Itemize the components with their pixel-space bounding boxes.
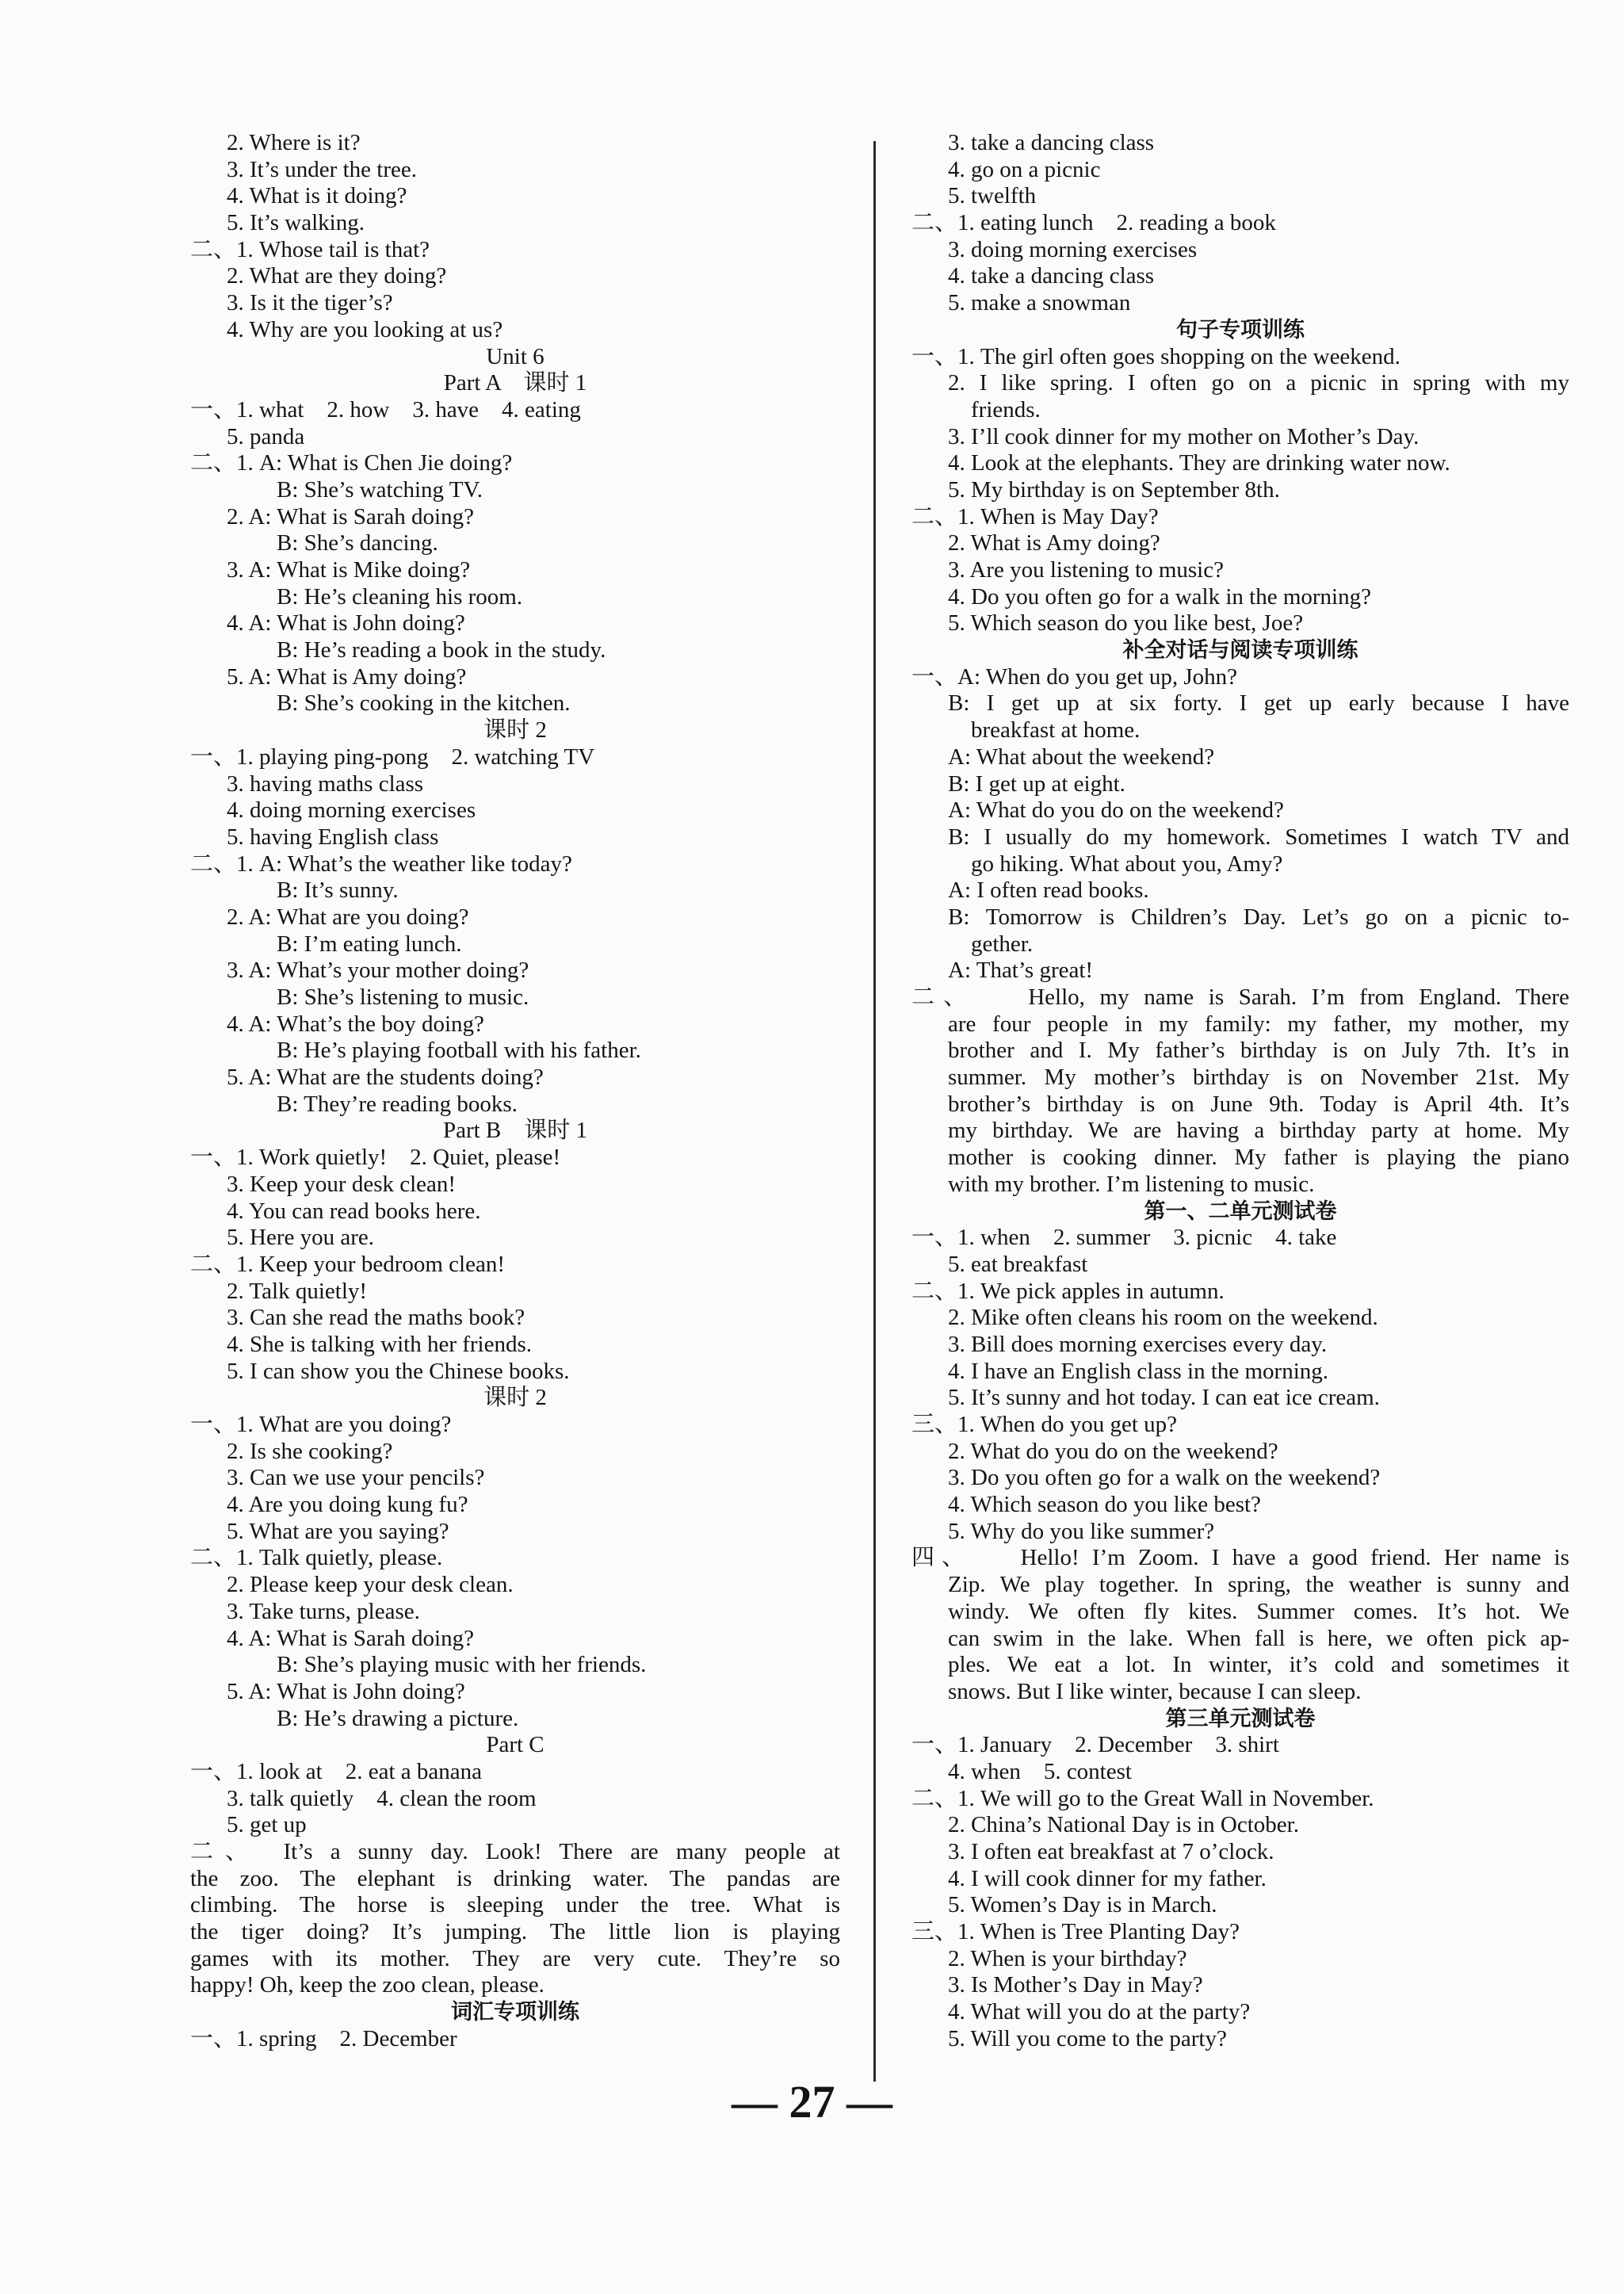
answer-line: 一、1. playing ping-pong 2. watching TV [190, 744, 595, 770]
answer-line: 4. Which season do you like best? [948, 1492, 1261, 1518]
answer-line: ples. We eat a lot. In winter, it’s cold and sometimes it [948, 1652, 1569, 1678]
answer-line: A: What about the weekend? [948, 744, 1215, 770]
answer-line: happy! Oh, keep the zoo clean, please. [190, 1972, 545, 1998]
answer-line: 3. I’ll cook dinner for my mother on Mother’s Day. [948, 423, 1420, 449]
answer-line: 二、1. Keep your bedroom clean! [190, 1251, 506, 1277]
section-heading: 句子专项训练 [1176, 317, 1305, 342]
answer-line: 3. A: What’s your mother doing? [227, 958, 529, 984]
answer-line: B: He’s cleaning his room. [277, 583, 523, 610]
answer-line: B: He’s drawing a picture. [277, 1705, 519, 1731]
answer-line: 5. What are you saying? [227, 1518, 449, 1544]
answer-line: 2. China’s National Day is in October. [948, 1812, 1299, 1838]
answer-line: 4. I have an English class in the morning. [948, 1358, 1329, 1384]
right-column [911, 130, 1569, 2053]
answer-line: 三、1. When is Tree Planting Day? [911, 1919, 1240, 1945]
answer-line: go hiking. What about you, Amy? [971, 851, 1283, 877]
answer-line: 3. take a dancing class [948, 130, 1155, 155]
answer-line: 3. Do you often go for a walk on the weekend? [948, 1465, 1381, 1491]
answer-line: 2. Please keep your desk clean. [227, 1572, 514, 1598]
answer-line: B: She’s watching TV. [277, 476, 483, 503]
answer-line: 3. Are you listening to music? [948, 557, 1224, 583]
answer-line: B: Tomorrow is Children’s Day. Let’s go on a picnic to- [948, 904, 1569, 930]
answer-line: 5. eat breakfast [948, 1251, 1088, 1277]
answer-line: brother’s birthday is on June 9th. Today is April 4th. It’s [948, 1091, 1569, 1117]
section-heading: 课时 2 [483, 717, 547, 744]
answer-line: B: She’s listening to music. [277, 985, 529, 1010]
answer-line: 二、1. When is May Day? [911, 503, 1159, 530]
answer-line: Zip. We play together. In spring, the weather is sunny and [948, 1572, 1569, 1598]
answer-line: B: I get up at six forty. I get up early because I have [948, 690, 1569, 717]
answer-line: 3. Take turns, please. [227, 1598, 420, 1624]
answer-line: 3. doing morning exercises [948, 236, 1198, 262]
answer-line: 二、1. We pick apples in autumn. [911, 1278, 1225, 1304]
section-heading: 补全对话与阅读专项训练 [1122, 638, 1358, 663]
answer-line: 5. Why do you like summer? [948, 1518, 1215, 1544]
answer-line: 二、1. We will go to the Great Wall in November. [911, 1785, 1374, 1811]
answer-line: B: She’s dancing. [277, 530, 438, 556]
answer-line: 一、1. The girl often goes shopping on the weekend. [911, 343, 1400, 369]
answer-line: 4. I will cook dinner for my father. [948, 1865, 1267, 1891]
answer-line: 3. Can she read the maths book? [227, 1305, 525, 1331]
answer-line: 一、1. January 2. December 3. shirt [911, 1732, 1279, 1758]
answer-line: are four people in my family: my father, my mother, my [948, 1011, 1569, 1037]
answer-line: the tiger doing? It’s jumping. The little lion is playing [190, 1919, 840, 1945]
answer-line: 4. She is talking with her friends. [227, 1331, 533, 1357]
answer-line: 4. Do you often go for a walk in the morning? [948, 583, 1371, 610]
page-number: — 27 — [732, 2076, 892, 2128]
answer-line: B: They’re reading books. [277, 1091, 518, 1117]
answer-line: B: I get up at eight. [948, 770, 1125, 797]
section-heading: Part C [486, 1732, 545, 1758]
answer-line: 2. A: What are you doing? [227, 904, 469, 930]
answer-line: B: She’s cooking in the kitchen. [277, 690, 571, 717]
answer-line: 四、 Hello! I’m Zoom. I have a good friend. Her name is [911, 1545, 1569, 1571]
answer-line: 5. Which season do you like best, Joe? [948, 610, 1304, 637]
answer-line: 4. when 5. contest [948, 1758, 1132, 1784]
answer-line: A: I often read books. [948, 877, 1149, 904]
answer-line: B: I’m eating lunch. [277, 931, 462, 957]
answer-line: 2. What is Amy doing? [948, 530, 1160, 556]
answer-line: 4. Look at the elephants. They are drinking water now. [948, 450, 1450, 476]
section-heading: 第一、二单元测试卷 [1144, 1199, 1337, 1224]
answer-line: 3. I often eat breakfast at 7 o’clock. [948, 1839, 1274, 1864]
answer-line: 二、1. Whose tail is that? [190, 236, 430, 262]
answer-line: 三、1. When do you get up? [911, 1412, 1178, 1437]
answer-line: 二、1. A: What’s the weather like today? [190, 851, 572, 877]
left-column [190, 130, 840, 2053]
answer-line: 2. I like spring. I often go on a picnic in spring with my [948, 370, 1569, 396]
answer-line: climbing. The horse is sleeping under the tree. What is [190, 1892, 840, 1918]
answer-line: 3. A: What is Mike doing? [227, 557, 471, 583]
answer-line: 2. When is your birthday? [948, 1945, 1187, 1971]
answer-line: 5. get up [227, 1812, 307, 1838]
answer-line: 二、1. Talk quietly, please. [190, 1545, 443, 1571]
answer-line: 4. A: What is Sarah doing? [227, 1625, 474, 1651]
answer-line: 一、1. when 2. summer 3. picnic 4. take [911, 1225, 1337, 1251]
section-heading: 第三单元测试卷 [1165, 1706, 1316, 1731]
answer-line: 3. Is it the tiger’s? [227, 290, 393, 316]
answer-line: 4. take a dancing class [948, 263, 1155, 289]
answer-line: 4. Are you doing kung fu? [227, 1492, 468, 1518]
answer-line: mother is cooking dinner. My father is playing the piano [948, 1145, 1569, 1171]
section-heading: 词汇专项训练 [451, 2000, 579, 2025]
answer-line: 一、1. what 2. how 3. have 4. eating [190, 396, 581, 422]
answer-line: 5. It’s walking. [227, 210, 365, 236]
answer-line: 5. having English class [227, 824, 439, 850]
answer-line: B: It’s sunny. [277, 877, 399, 904]
answer-line: 5. panda [227, 423, 305, 449]
answer-line: 2. What do you do on the weekend? [948, 1438, 1278, 1464]
answer-line: 3. Bill does morning exercises every day. [948, 1331, 1328, 1357]
answer-line: friends. [971, 396, 1041, 422]
answer-line: 4. What is it doing? [227, 183, 407, 209]
answer-line: 5. Here you are. [227, 1225, 374, 1251]
answer-line: 4. You can read books here. [227, 1198, 481, 1224]
answer-line: 3. It’s under the tree. [227, 156, 417, 182]
answer-line: 5. My birthday is on September 8th. [948, 476, 1280, 503]
answer-line: 2. Is she cooking? [227, 1438, 393, 1464]
answer-line: 一、1. What are you doing? [190, 1412, 452, 1437]
answer-line: 5. I can show you the Chinese books. [227, 1358, 570, 1384]
answer-line: 3. Keep your desk clean! [227, 1171, 457, 1197]
answer-line: 3. having maths class [227, 770, 424, 797]
answer-line: 2. Talk quietly! [227, 1278, 368, 1304]
answer-line: B: She’s playing music with her friends. [277, 1652, 647, 1678]
answer-line: 二、 Hello, my name is Sarah. I’m from England. There [911, 985, 1569, 1010]
answer-line: B: He’s reading a book in the study. [277, 637, 606, 663]
answer-line: summer. My mother’s birthday is on November 21st. My [948, 1065, 1569, 1091]
answer-line: 5. It’s sunny and hot today. I can eat ice cream. [948, 1385, 1380, 1411]
answer-line: 3. Can we use your pencils? [227, 1465, 485, 1491]
answer-line: 5. A: What are the students doing? [227, 1065, 544, 1091]
answer-line: 二、 It’s a sunny day. Look! There are many people at [190, 1839, 840, 1864]
answer-line: 4. A: What is John doing? [227, 610, 465, 637]
answer-line: windy. We often fly kites. Summer comes. It’s hot. We [948, 1598, 1569, 1624]
answer-line: 5. make a snowman [948, 290, 1131, 316]
answer-line: 2. A: What is Sarah doing? [227, 503, 474, 530]
answer-line: 一、1. look at 2. eat a banana [190, 1758, 483, 1784]
answer-line: the zoo. The elephant is drinking water. The pandas are [190, 1865, 840, 1891]
section-heading: 课时 2 [483, 1385, 547, 1411]
answer-line: 5. Will you come to the party? [948, 2025, 1227, 2051]
answer-line: 4. What will you do at the party? [948, 1999, 1251, 2025]
answer-line: 3. Is Mother’s Day in May? [948, 1972, 1203, 1998]
answer-line: 5. twelfth [948, 183, 1037, 209]
answer-line: 2. Mike often cleans his room on the weekend. [948, 1305, 1378, 1331]
answer-line: snows. But I like winter, because I can sleep. [948, 1678, 1362, 1704]
section-heading: Part B 课时 1 [442, 1118, 588, 1144]
answer-line: brother and I. My father’s birthday is on July 7th. It’s in [948, 1038, 1569, 1064]
section-heading: Part A 课时 1 [443, 370, 587, 396]
answer-line: 2. Where is it? [227, 130, 361, 155]
answer-line: 4. doing morning exercises [227, 797, 476, 824]
answer-line: B: He’s playing football with his father. [277, 1038, 641, 1064]
answer-line: 一、A: When do you get up, John? [911, 663, 1238, 690]
answer-line: gether. [971, 931, 1034, 957]
column-divider [873, 141, 876, 2082]
answer-line: games with its mother. They are very cute. They’re so [190, 1945, 840, 1971]
answer-line: breakfast at home. [971, 717, 1141, 744]
answer-line: 3. talk quietly 4. clean the room [227, 1785, 537, 1811]
answer-line: B: I usually do my homework. Sometimes I watch TV and [948, 824, 1569, 850]
answer-line: 4. Why are you looking at us? [227, 316, 503, 342]
answer-line: 一、1. spring 2. December [190, 2025, 457, 2051]
answer-line: can swim in the lake. When fall is here, we often pick ap- [948, 1625, 1569, 1651]
answer-line: with my brother. I’m listening to music. [948, 1171, 1315, 1197]
answer-line: 5. Women’s Day is in March. [948, 1892, 1217, 1918]
answer-line: 二、1. A: What is Chen Jie doing? [190, 450, 513, 476]
answer-line: A: That’s great! [948, 958, 1094, 984]
answer-line: my birthday. We are having a birthday party at home. My [948, 1118, 1569, 1144]
answer-line: 4. A: What’s the boy doing? [227, 1011, 484, 1037]
answer-line: 2. What are they doing? [227, 263, 447, 289]
answer-line: 5. A: What is John doing? [227, 1678, 465, 1704]
answer-line: 二、1. eating lunch 2. reading a book [911, 210, 1276, 236]
answer-line: 4. go on a picnic [948, 156, 1101, 182]
section-heading: Unit 6 [486, 343, 545, 369]
answer-line: 一、1. Work quietly! 2. Quiet, please! [190, 1145, 561, 1171]
answer-line: 5. A: What is Amy doing? [227, 663, 467, 690]
answer-line: A: What do you do on the weekend? [948, 797, 1284, 824]
